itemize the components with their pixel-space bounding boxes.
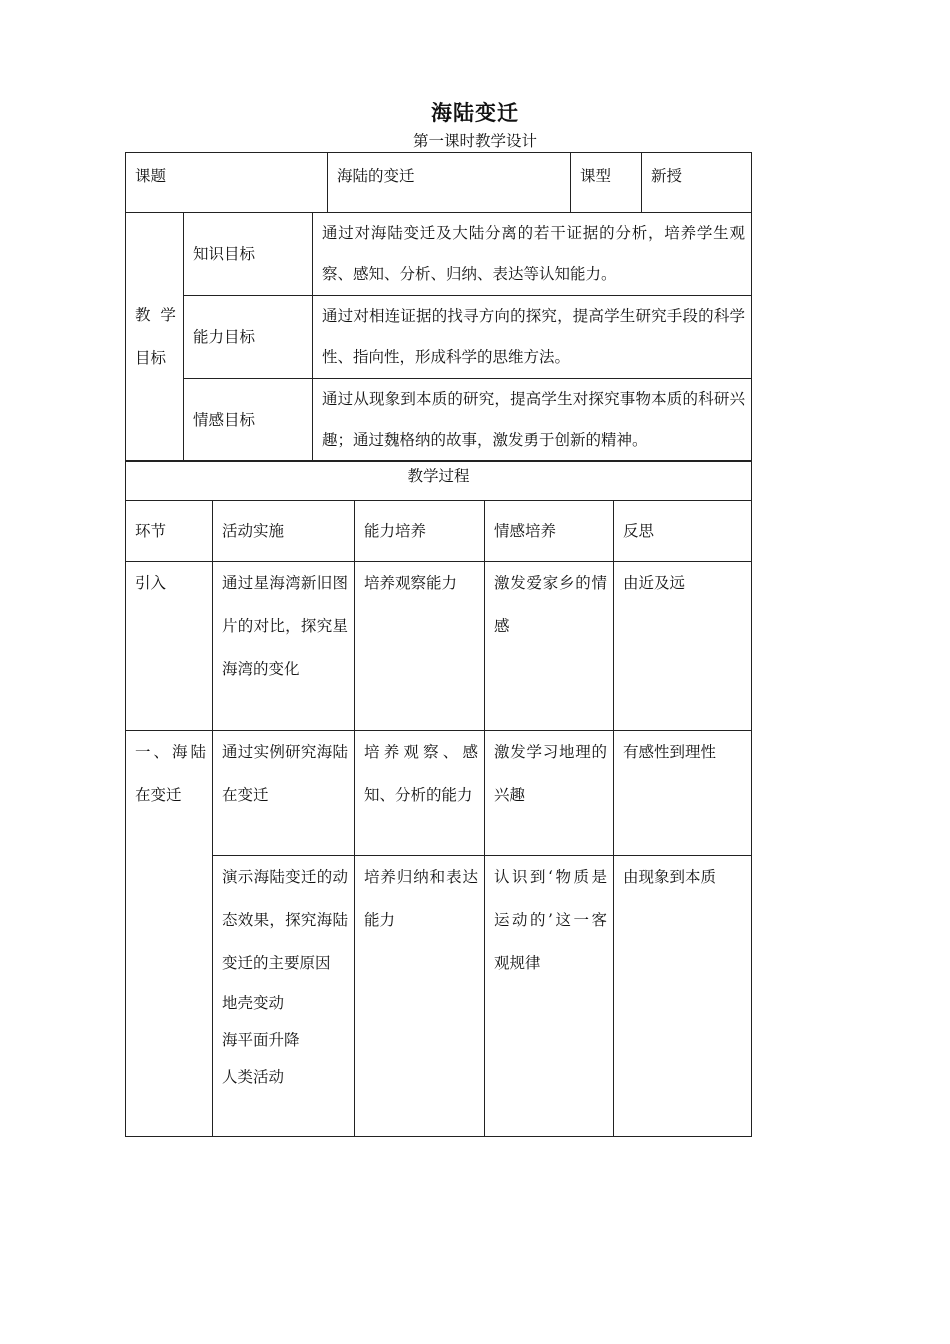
ability-change-1: 培养观察、感知、分析的能力 (355, 731, 485, 856)
topic-row (126, 153, 752, 213)
reflection-intro: 由近及远 (614, 562, 752, 731)
goal-row-emotion (126, 379, 752, 462)
goal-row-knowledge (126, 213, 752, 296)
reflection-change-2: 由现象到本质 (614, 856, 752, 1137)
process-row-change-2 (126, 856, 752, 1137)
goal-text-knowledge: 通过对海陆变迁及大陆分离的若干证据的分析，培养学生观察、感知、分析、归纳、表达等认知能力。 (313, 213, 752, 296)
lesson-type-value: 新授 (642, 153, 752, 213)
activity-change-2-cell (213, 856, 355, 1137)
activity-intro: 通过星海湾新旧图片的对比，探究星海湾的变化 (213, 562, 355, 731)
lesson-info-table (125, 152, 752, 462)
goals-label (126, 213, 184, 462)
process-row-change-1 (126, 731, 752, 856)
goal-name-ability: 能力目标 (184, 296, 313, 379)
cause-item: 人类活动 (222, 1068, 285, 1086)
goal-name-emotion: 情感目标 (184, 379, 313, 462)
col-header-stage: 环节 (126, 501, 213, 562)
goals-label-line1: 教 学 (135, 306, 176, 324)
topic-value: 海陆的变迁 (328, 153, 571, 213)
ability-intro: 培养观察能力 (355, 562, 485, 731)
col-header-activity: 活动实施 (213, 501, 355, 562)
activity-change-1: 通过实例研究海陆在变迁 (213, 731, 355, 856)
col-header-reflection: 反思 (614, 501, 752, 562)
col-header-ability: 能力培养 (355, 501, 485, 562)
stage-intro: 引入 (126, 562, 213, 731)
reflection-change-1: 有感性到理性 (614, 731, 752, 856)
col-header-emotion: 情感培养 (485, 501, 614, 562)
stage-sea-land-change: 一、海陆在变迁 (126, 731, 213, 1137)
emotion-change-2: 认识到‘物质是运动的’这一客观规律 (485, 856, 614, 1137)
goal-text-ability: 通过对相连证据的找寻方向的探究，提高学生研究手段的科学性、指向性，形成科学的思维方法。 (313, 296, 752, 379)
emotion-change-1: 激发学习地理的兴趣 (485, 731, 614, 856)
goal-text-emotion: 通过从现象到本质的研究，提高学生对探究事物本质的科研兴趣；通过魏格纳的故事，激发勇于创新的精神。 (313, 379, 752, 462)
ability-change-2: 培养归纳和表达能力 (355, 856, 485, 1137)
process-row-intro (126, 562, 752, 731)
goals-label-line2: 目标 (135, 349, 167, 367)
lesson-type-label: 课型 (571, 153, 642, 213)
teaching-process-table (125, 460, 752, 1137)
goal-row-ability (126, 296, 752, 379)
page-subtitle: 第一课时教学设计 (412, 132, 537, 150)
page-title: 海陆变迁 (431, 100, 519, 125)
cause-item: 地壳变动 (222, 994, 285, 1012)
process-heading: 教学过程 (126, 461, 752, 501)
goal-name-knowledge: 知识目标 (184, 213, 313, 296)
activity-change-2: 演示海陆变迁的动态效果，探究海陆变迁的主要原因 (222, 868, 348, 972)
process-header-row (126, 501, 752, 562)
emotion-intro: 激发爱家乡的情感 (485, 562, 614, 731)
topic-label: 课题 (126, 153, 328, 213)
cause-item: 海平面升降 (222, 1031, 300, 1049)
process-heading-row (126, 461, 752, 501)
